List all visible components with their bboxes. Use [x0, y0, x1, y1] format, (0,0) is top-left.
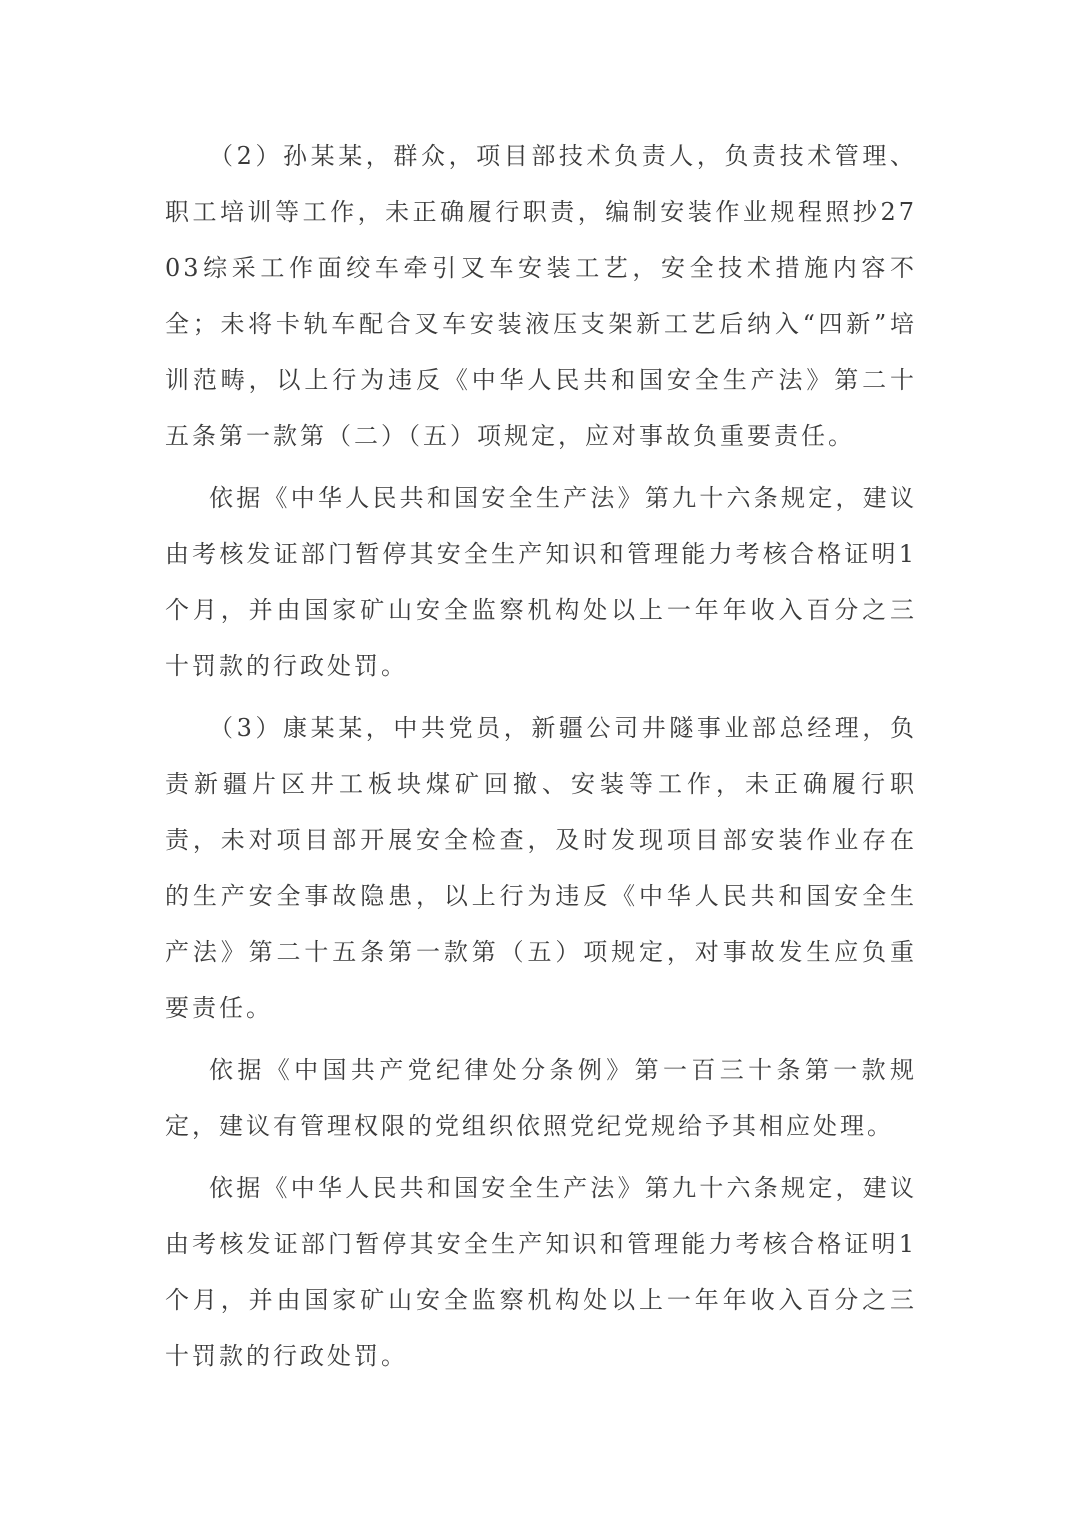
document-body [165, 128, 917, 1390]
paragraph-kang-party-discipline: 依据《中国共产党纪律处分条例》第一百三十条第一款规定，建议有管理权限的党组织依照党纪党规给予其相应处理。 [165, 1056, 917, 1140]
paragraph-kang-responsibility: （3）康某某，中共党员，新疆公司井隧事业部总经理，负责新疆片区井工板块煤矿回撤、安装等工作，未正确履行职责，未对项目部开展安全检查，及时发现项目部安装作业存在的生产安全事故隐患，以上行为违反《中华人民共和国安全生产法》第二十五条第一款第（五）项规定，对事故发生应负重要责任。 [165, 714, 917, 1022]
paragraph-sun-penalty: 依据《中华人民共和国安全生产法》第九十六条规定，建议由考核发证部门暂停其安全生产知识和管理能力考核合格证明1个月，并由国家矿山安全监察机构处以上一年年收入百分之三十罚款的行政处罚。 [165, 484, 917, 680]
paragraph-sun-responsibility: （2）孙某某，群众，项目部技术负责人，负责技术管理、职工培训等工作，未正确履行职责，编制安装作业规程照抄2703综采工作面绞车牵引叉车安装工艺，安全技术措施内容不全；未将卡轨车配合叉车安装液压支架新工艺后纳入“四新”培训范畴，以上行为违反《中华人民共和国安全生产法》第二十五条第一款第（二）（五）项规定，应对事故负重要责任。 [165, 142, 917, 450]
paragraph-kang-penalty: 依据《中华人民共和国安全生产法》第九十六条规定，建议由考核发证部门暂停其安全生产知识和管理能力考核合格证明1个月，并由国家矿山安全监察机构处以上一年年收入百分之三十罚款的行政处罚。 [165, 1174, 917, 1370]
